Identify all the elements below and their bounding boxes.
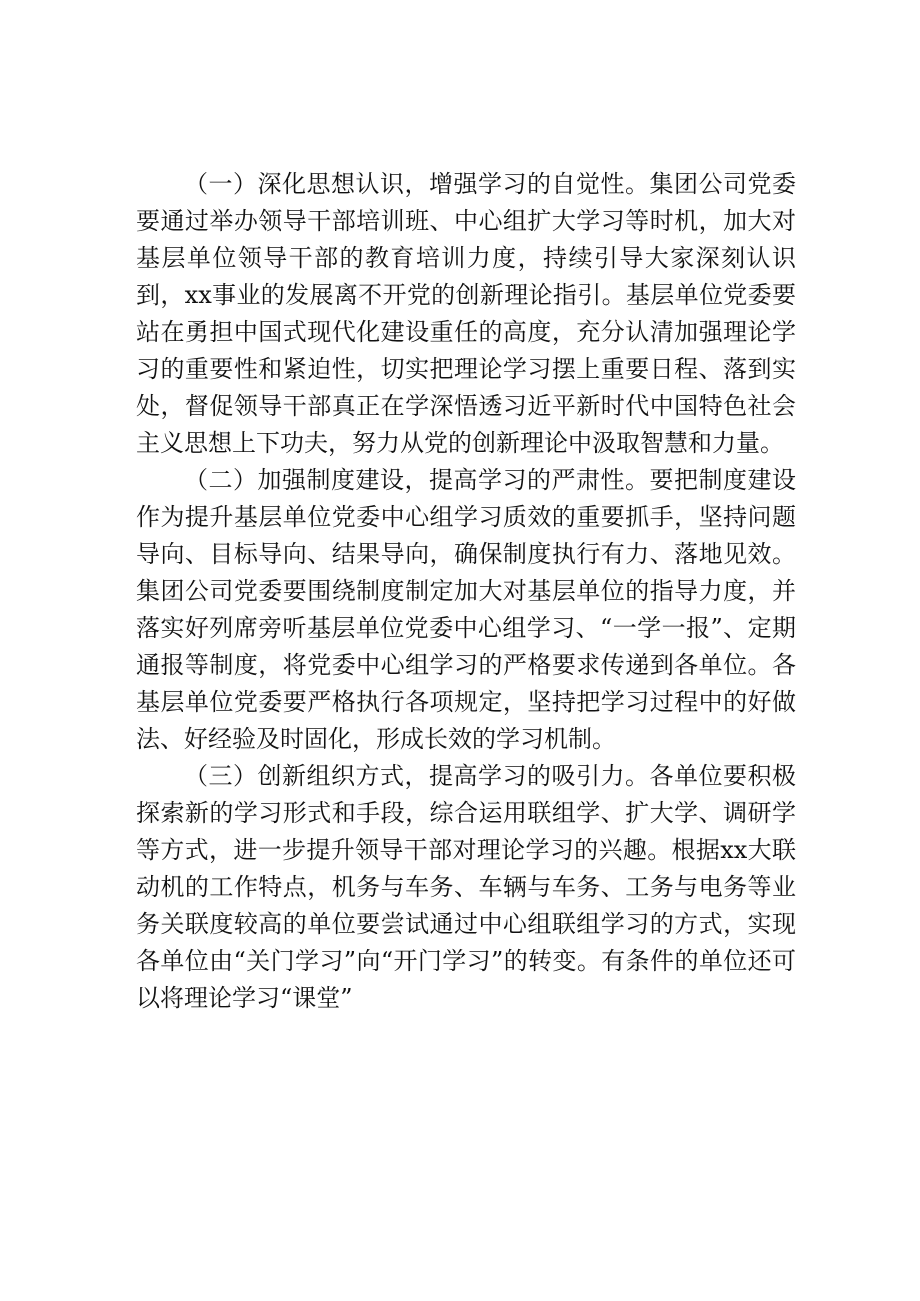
paragraph-3: （三）创新组织方式，提高学习的吸引力。各单位要积极探索新的学习形式和手段，综合运用联组学、扩大学、调研学等方式，进一步提升领导干部对理论学习的兴趣。根据xx大联动机的工作特点，机务与车务、车辆与车务、工务与电务等业务关联度较高的单位要尝试通过中心组联组学习的方式，实现各单位由“关门学习”向“开门学习”的转变。有条件的单位还可以将理论学习“课堂” <box>136 762 796 1012</box>
document-body <box>136 166 796 1017</box>
paragraph-2: （二）加强制度建设，提高学习的严肃性。要把制度建设作为提升基层单位党委中心组学习质效的重要抓手，坚持问题导向、目标导向、结果导向，确保制度执行有力、落地见效。集团公司党委要围绕制度制定加大对基层单位的指导力度，并落实好列席旁听基层单位党委中心组学习、“一学一报”、定期通报等制度，将党委中心组学习的严格要求传递到各单位。各基层单位党委要严格执行各项规定，坚持把学习过程中的好做法、好经验及时固化，形成长效的学习机制。 <box>136 466 796 753</box>
paragraph-1: （一）深化思想认识，增强学习的自觉性。集团公司党委要通过举办领导干部培训班、中心组扩大学习等时机，加大对基层单位领导干部的教育培训力度，持续引导大家深刻认识到，xx事业的发展离不开党的创新理论指引。基层单位党委要站在勇担中国式现代化建设重任的高度，充分认清加强理论学习的重要性和紧迫性，切实把理论学习摆上重要日程、落到实处，督促领导干部真正在学深悟透习近平新时代中国特色社会主义思想上下功夫，努力从党的创新理论中汲取智慧和力量。 <box>136 170 796 457</box>
